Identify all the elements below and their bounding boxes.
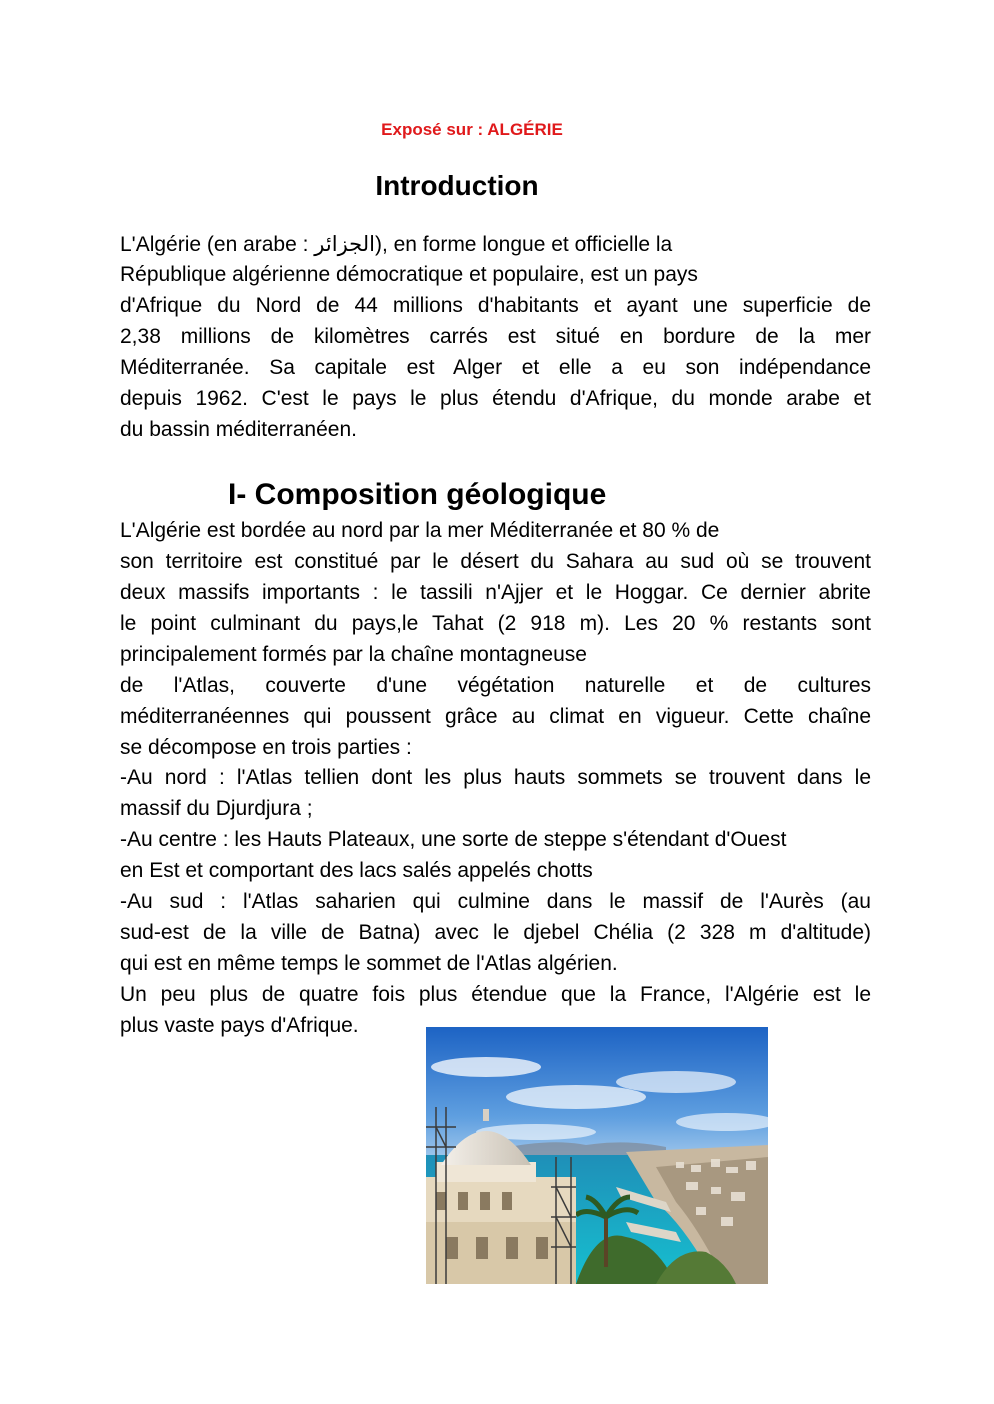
section1-line: en Est et comportant des lacs salés appelés chotts — [120, 859, 593, 882]
algiers-coast-photo — [426, 1027, 768, 1284]
section1-line: principalement formés par la chaîne montagneuse — [120, 643, 587, 666]
section1-line: son territoire est constitué par le désert du Sahara au sud où se trouvent — [120, 550, 871, 573]
intro-line: d'Afrique du Nord de 44 millions d'habitants et ayant une superficie de — [120, 294, 871, 317]
section1-line: le point culminant du pays,le Tahat (2 918 m). Les 20 % restants sont — [120, 612, 871, 635]
intro-line: du bassin méditerranéen. — [120, 418, 357, 441]
section1-line: plus vaste pays d'Afrique. — [120, 1014, 359, 1037]
section1-line: massif du Djurdjura ; — [120, 797, 313, 820]
section-title-geologie: I- Composition géologique — [228, 478, 607, 511]
section1-line: -Au centre : les Hauts Plateaux, une sorte de steppe s'étendant d'Ouest — [120, 828, 787, 851]
intro-title: Introduction — [375, 170, 539, 201]
section1-line: deux massifs importants : le tassili n'Ajjer et le Hoggar. Ce dernier abrite — [120, 581, 871, 604]
intro-line: L'Algérie (en arabe : الجزائر), en forme longue et officielle la — [120, 233, 673, 256]
intro-line: Méditerranée. Sa capitale est Alger et elle a eu son indépendance — [120, 356, 871, 379]
section1-line: méditerranéennes qui poussent grâce au climat en vigueur. Cette chaîne — [120, 705, 871, 728]
section1-line: sud-est de la ville de Batna) avec le djebel Chélia (2 328 m d'altitude) — [120, 921, 871, 944]
header-label: Exposé sur : ALGÉRIE — [381, 120, 563, 139]
section1-line: qui est en même temps le sommet de l'Atlas algérien. — [120, 952, 618, 975]
intro-line: République algérienne démocratique et populaire, est un pays — [120, 263, 698, 286]
section1-line: L'Algérie est bordée au nord par la mer Méditerranée et 80 % de — [120, 519, 720, 542]
section1-line: Un peu plus de quatre fois plus étendue que la France, l'Algérie est le — [120, 983, 871, 1006]
section1-line: se décompose en trois parties : — [120, 736, 412, 759]
intro-line: depuis 1962. C'est le pays le plus étendu d'Afrique, du monde arabe et — [120, 387, 871, 410]
section1-line: de l'Atlas, couverte d'une végétation naturelle et de cultures — [120, 674, 871, 697]
intro-line: 2,38 millions de kilomètres carrés est situé en bordure de la mer — [120, 325, 871, 348]
section1-line: -Au nord : l'Atlas tellien dont les plus hauts sommets se trouvent dans le — [120, 766, 871, 789]
section1-line: -Au sud : l'Atlas saharien qui culmine dans le massif de l'Aurès (au — [120, 890, 871, 913]
